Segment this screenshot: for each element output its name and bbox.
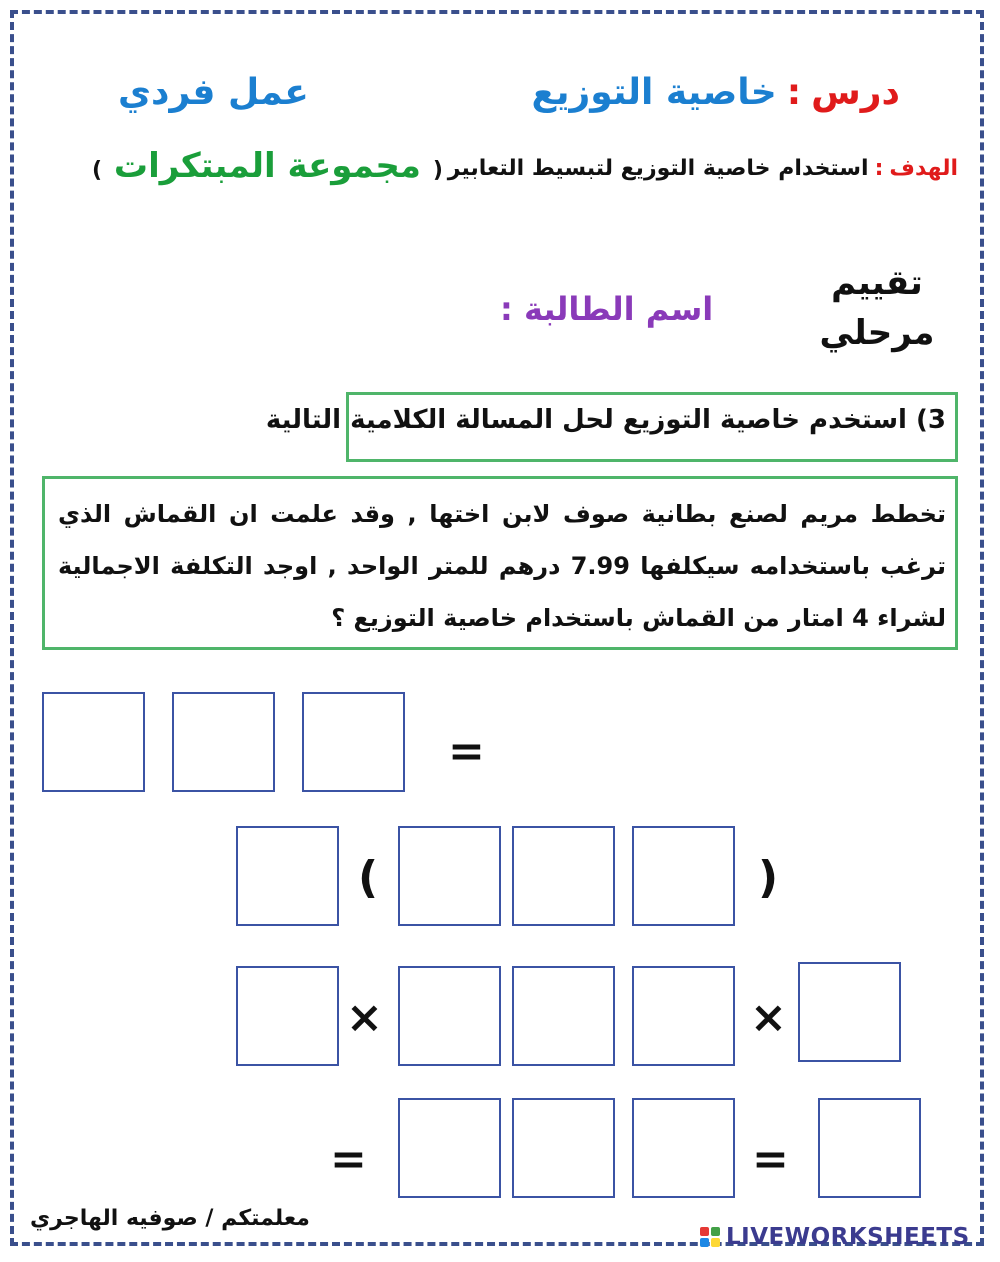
answer-box-r3-3[interactable] bbox=[512, 966, 615, 1066]
teacher-signature: معلمتكم / صوفيه الهاجري bbox=[30, 1206, 310, 1231]
liveworksheets-icon bbox=[700, 1227, 720, 1247]
problem-text: تخطط مريم لصنع بطانية صوف لابن اختها , وقد علمت ان القماش الذي ترغب باستخدامه سيكلفها 7.99 درهم للمتر الواحد , اوجد التكلفة الاجمالية لشراء 4 امتار من القماش باستخدام خاصية التوزيع ؟ bbox=[58, 500, 947, 632]
liveworksheets-brand: LIVEWORKSHEETS bbox=[726, 1224, 970, 1250]
answer-box-r2-3[interactable] bbox=[512, 826, 615, 926]
open-paren: ( bbox=[358, 852, 379, 903]
close-paren: ) bbox=[758, 852, 779, 903]
answer-box-r4-4[interactable] bbox=[818, 1098, 921, 1198]
answer-box-r1-3[interactable] bbox=[302, 692, 405, 792]
goal-text: استخدام خاصية التوزيع لتبسيط التعابير bbox=[447, 156, 869, 181]
goal-separator: : bbox=[874, 156, 884, 181]
answer-box-r2-4[interactable] bbox=[632, 826, 735, 926]
work-type: عمل فردي bbox=[118, 72, 309, 113]
answer-box-r1-1[interactable] bbox=[42, 692, 145, 792]
answer-box-r1-2[interactable] bbox=[172, 692, 275, 792]
answer-box-r3-5[interactable] bbox=[798, 962, 901, 1062]
goal bbox=[448, 156, 958, 181]
lesson-name: خاصية التوزيع bbox=[531, 72, 777, 113]
answer-box-r4-1[interactable] bbox=[398, 1098, 501, 1198]
assessment-label bbox=[812, 258, 942, 358]
times-sign: × bbox=[750, 992, 787, 1043]
answer-box-r2-1[interactable] bbox=[236, 826, 339, 926]
question-text: 3) استخدم خاصية التوزيع لحل المسالة الكلامية التالية bbox=[265, 405, 946, 435]
answer-box-r3-1[interactable] bbox=[236, 966, 339, 1066]
answer-box-r4-2[interactable] bbox=[512, 1098, 615, 1198]
equals-sign: = bbox=[330, 1134, 367, 1185]
group-name-text: مجموعة المبتكرات bbox=[113, 146, 421, 186]
group-close-paren: ) bbox=[92, 158, 103, 183]
assessment-line-2: مرحلي bbox=[819, 313, 935, 353]
liveworksheets-logo bbox=[700, 1224, 970, 1250]
lesson-title bbox=[531, 72, 900, 113]
goal-label: الهدف bbox=[889, 156, 958, 181]
answer-box-r3-2[interactable] bbox=[398, 966, 501, 1066]
answer-box-r3-4[interactable] bbox=[632, 966, 735, 1066]
group-open-paren: ( bbox=[432, 158, 443, 183]
equals-sign: = bbox=[448, 726, 485, 777]
times-sign: × bbox=[346, 992, 383, 1043]
lesson-label: درس bbox=[811, 72, 900, 113]
student-name-label: اسم الطالبة : bbox=[500, 290, 714, 328]
answer-box-r2-2[interactable] bbox=[398, 826, 501, 926]
group-name bbox=[92, 146, 443, 186]
equals-sign: = bbox=[752, 1134, 789, 1185]
lesson-separator: : bbox=[786, 72, 802, 113]
assessment-line-1: تقييم bbox=[831, 263, 923, 303]
answer-box-r4-3[interactable] bbox=[632, 1098, 735, 1198]
